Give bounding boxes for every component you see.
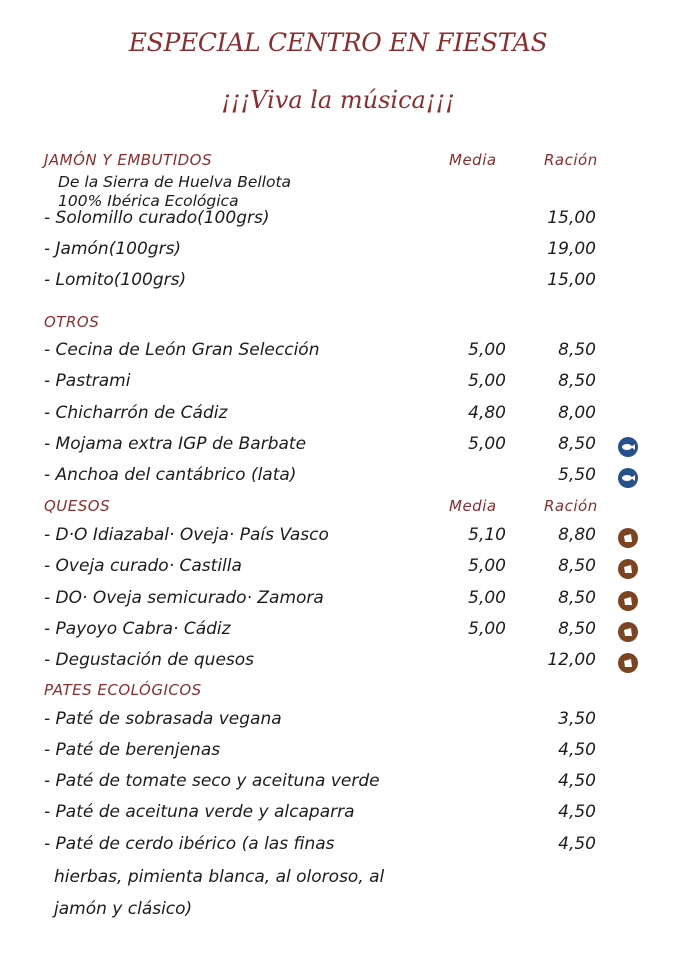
item-name: - Mojama extra IGP de Barbate: [44, 434, 307, 454]
menu-item: [44, 371, 644, 397]
item-price-racion: 8,00: [558, 403, 596, 423]
item-description-line2: jamón y clásico): [54, 899, 193, 919]
section-title-quesos: QUESOS: [44, 497, 111, 515]
item-price-racion: 4,50: [558, 740, 596, 760]
fish-icon: [618, 468, 638, 488]
cheese-icon: [618, 528, 638, 548]
item-price-racion: 4,50: [558, 834, 596, 854]
item-price-racion: 4,50: [558, 771, 596, 791]
item-price-racion: 8,50: [558, 588, 596, 608]
cheese-icon: [618, 622, 638, 642]
item-name: - DO· Oveja semicurado· Zamora: [44, 588, 324, 608]
section-title-jamon: JAMÓN Y EMBUTIDOS: [44, 151, 213, 169]
item-name: - Anchoa del cantábrico (lata): [44, 465, 297, 485]
column-header-racion: Ración: [544, 497, 598, 515]
menu-item: [44, 650, 644, 676]
section-note-line2: 100% Ibérica Ecológica: [58, 192, 239, 210]
item-price-media: 5,00: [468, 434, 506, 454]
item-name: - Paté de cerdo ibérico (a las finas: [44, 834, 335, 854]
menu-subtitle: ¡¡¡Viva la música¡¡¡: [221, 86, 455, 114]
menu-item: [44, 270, 644, 296]
menu-item: [44, 403, 644, 429]
section-note-line1: De la Sierra de Huelva Bellota: [58, 173, 292, 191]
item-name: - Paté de berenjenas: [44, 740, 221, 760]
menu-item: [44, 709, 644, 735]
cheese-icon: [618, 591, 638, 611]
item-price-racion: 3,50: [558, 709, 596, 729]
cheese-icon: [618, 559, 638, 579]
menu-item: [44, 771, 644, 797]
item-price-media: 5,00: [468, 340, 506, 360]
column-header-racion: Ración: [544, 151, 598, 169]
item-name: - Solomillo curado(100grs): [44, 208, 270, 228]
menu-title: ESPECIAL CENTRO EN FIESTAS: [128, 28, 548, 57]
menu-item: [44, 556, 644, 582]
item-price-media: 5,00: [468, 556, 506, 576]
item-price-racion: 15,00: [547, 270, 596, 290]
item-price-media: 5,10: [468, 525, 506, 545]
column-header-media: Media: [449, 497, 497, 515]
item-name: - Oveja curado· Castilla: [44, 556, 242, 576]
column-header-media: Media: [449, 151, 497, 169]
section-title-pates: PATES ECOLÓGICOS: [44, 681, 202, 699]
menu-item: [44, 239, 644, 265]
item-name: - Degustación de quesos: [44, 650, 255, 670]
item-price-racion: 8,50: [558, 434, 596, 454]
item-name: - Pastrami: [44, 371, 131, 391]
item-name: - Paté de aceituna verde y alcaparra: [44, 802, 355, 822]
item-price-racion: 5,50: [558, 465, 596, 485]
menu-item: [44, 740, 644, 766]
item-price-racion: 15,00: [547, 208, 596, 228]
menu-item: [44, 434, 644, 460]
cheese-icon: [618, 653, 638, 673]
item-name: - Paté de sobrasada vegana: [44, 709, 282, 729]
item-name: - D·O Idiazabal· Oveja· País Vasco: [44, 525, 329, 545]
item-name: - Jamón(100grs): [44, 239, 182, 259]
menu-item: [44, 340, 644, 366]
item-price-media: 4,80: [468, 403, 506, 423]
item-price-racion: 8,80: [558, 525, 596, 545]
item-price-racion: 8,50: [558, 556, 596, 576]
item-price-racion: 8,50: [558, 371, 596, 391]
item-price-racion: 8,50: [558, 619, 596, 639]
menu-item: [44, 619, 644, 645]
item-name: - Cecina de León Gran Selección: [44, 340, 320, 360]
item-price-racion: 12,00: [547, 650, 596, 670]
item-name: - Chicharrón de Cádiz: [44, 403, 228, 423]
item-name: - Paté de tomate seco y aceituna verde: [44, 771, 380, 791]
fish-icon: [618, 437, 638, 457]
item-name: - Payoyo Cabra· Cádiz: [44, 619, 231, 639]
item-price-racion: 4,50: [558, 802, 596, 822]
menu-item: [44, 525, 644, 551]
item-price-racion: 8,50: [558, 340, 596, 360]
item-name: - Lomito(100grs): [44, 270, 187, 290]
item-price-racion: 19,00: [547, 239, 596, 259]
menu-item: [44, 588, 644, 614]
item-price-media: 5,00: [468, 588, 506, 608]
menu-item: [44, 465, 644, 491]
item-description-line1: hierbas, pimienta blanca, al oloroso, al: [54, 867, 385, 887]
menu-item: [44, 208, 644, 234]
item-price-media: 5,00: [468, 371, 506, 391]
section-title-otros: OTROS: [44, 313, 100, 331]
menu-item: [44, 802, 644, 828]
item-price-media: 5,00: [468, 619, 506, 639]
menu-item: [44, 834, 644, 860]
